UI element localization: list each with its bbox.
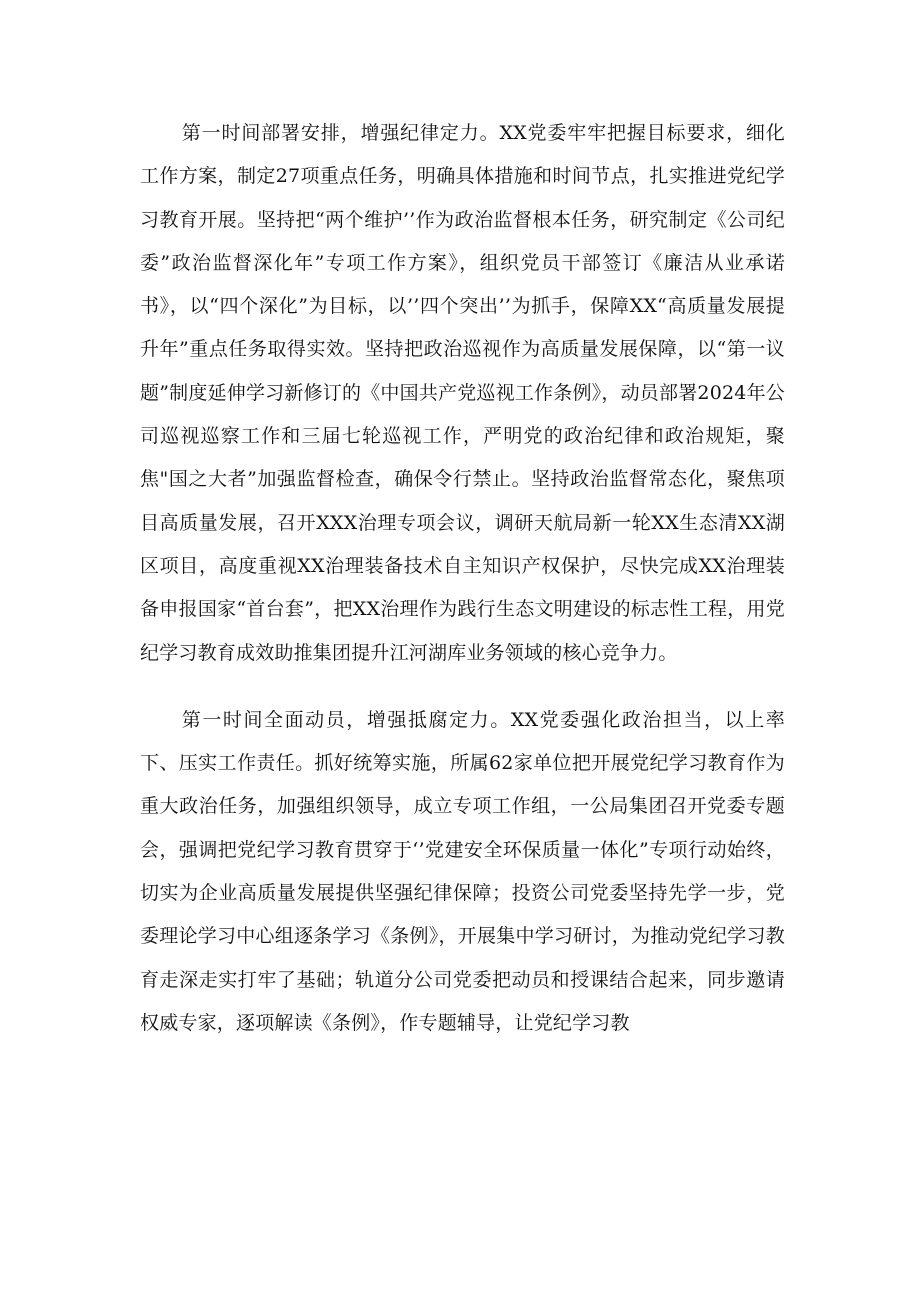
paragraph-discipline: 第一时间部署安排，增强纪律定力。XX党委牢牢把握目标要求，细化工作方案，制定27项重点任务，明确具体措施和时间节点，扎实推进党纪学习教育开展。坚持把“两个维护’’作为政治监督根本任务，研究制定《公司纪委”政治监督深化年”专项工作方案》，组织党员干部签订《廉洁从业承诺书》，以“四个深化”为目标，以’’四个突出’’为抓手，保障XX“高质量发展提升年”重点任务取得实效。坚持把政治巡视作为高质量发展保障，以“第一议题”制度延伸学习新修订的《中国共产党巡视工作条例》，动员部署2024年公司巡视巡察工作和三届七轮巡视工作，严明党的政治纪律和政治规矩，聚焦"国之大者”加强监督检查，确保令行禁止。坚持政治监督常态化，聚焦项目高质量发展，召开XXX治理专项会议，调研天航局新一轮XX生态清XX湖区项目，高度重视XX治理装备技术自主知识产权保护，尽快完成XX治理装备申报国家“首台套”，把XX治理作为践行生态文明建设的标志性工程，用党纪学习教育成效助推集团提升江河湖库业务领域的核心竞争力。 (140, 122, 785, 664)
document-body (140, 112, 785, 1045)
paragraph-mobilization: 第一时间全面动员，增强抵腐定力。XX党委强化政治担当，以上率下、压实工作责任。抓好统筹实施，所属62家单位把开展党纪学习教育作为重大政治任务，加强组织领导，成立专项工作组，一公局集团召开党委专题会，强调把党纪学习教育贯穿于‘’党建安全环保质量一体化”专项行动始终，切实为企业高质量发展提供坚强纪律保障；投资公司党委坚持先学一步，党委理论学习中心组逐条学习《条例》，开展集中学习研讨，为推动党纪学习教育走深走实打牢了基础；轨道分公司党委把动员和授课结合起来，同步邀请权威专家，逐项解读《条例》，作专题辅导，让党纪学习教 (140, 708, 785, 1034)
